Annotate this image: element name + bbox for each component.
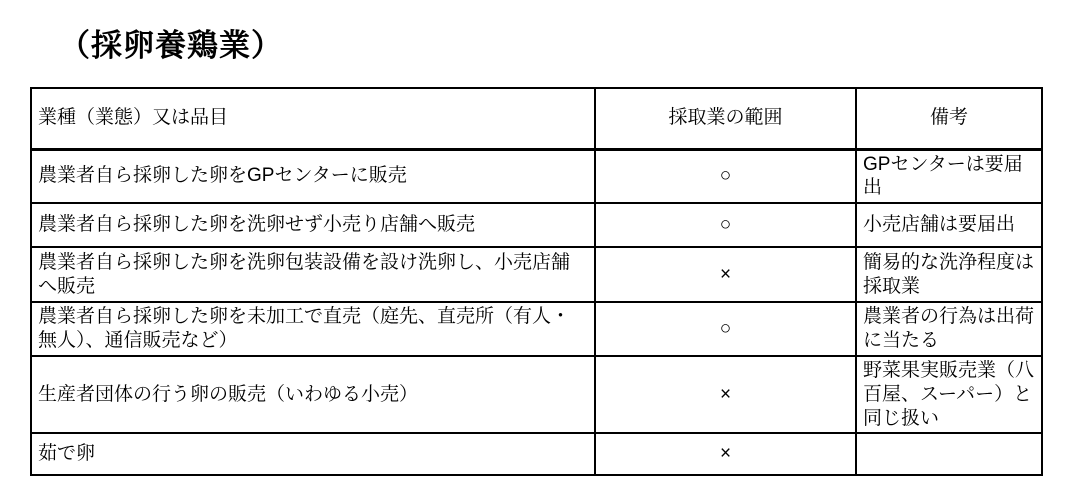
table-row xyxy=(31,356,1042,433)
scope-cell: ○ xyxy=(595,149,856,203)
remarks-cell xyxy=(856,433,1042,475)
item-cell: 農業者自ら採卵した卵をGPセンターに販売 xyxy=(31,149,595,203)
remarks-cell: 小売店舗は要届出 xyxy=(856,203,1042,247)
scope-cell: ○ xyxy=(595,203,856,247)
table-row xyxy=(31,149,1042,203)
table-row xyxy=(31,203,1042,247)
item-cell: 茹で卵 xyxy=(31,433,595,475)
scope-cell: × xyxy=(595,247,856,302)
item-cell: 農業者自ら採卵した卵を洗卵包装設備を設け洗卵し、小売店舗へ販売 xyxy=(31,247,595,302)
header-remarks: 備考 xyxy=(856,88,1042,149)
header-item-category: 業種（業態）又は品目 xyxy=(31,88,595,149)
header-row xyxy=(31,88,1042,149)
remarks-cell: GPセンターは要届出 xyxy=(856,149,1042,203)
page-title: （採卵養鶏業） xyxy=(59,28,283,63)
item-cell: 農業者自ら採卵した卵を未加工で直売（庭先、直売所（有人・無人）、通信販売など） xyxy=(31,302,595,356)
table-row xyxy=(31,302,1042,356)
remarks-cell: 簡易的な洗浄程度は採取業 xyxy=(856,247,1042,302)
table-row xyxy=(31,433,1042,475)
table-row xyxy=(31,247,1042,302)
item-cell: 生産者団体の行う卵の販売（いわゆる小売） xyxy=(31,356,595,433)
item-cell: 農業者自ら採卵した卵を洗卵せず小売り店舗へ販売 xyxy=(31,203,595,247)
header-scope: 採取業の範囲 xyxy=(595,88,856,149)
remarks-cell: 農業者の行為は出荷に当たる xyxy=(856,302,1042,356)
scope-cell: × xyxy=(595,356,856,433)
scope-cell: × xyxy=(595,433,856,475)
scope-cell: ○ xyxy=(595,302,856,356)
regulation-table xyxy=(30,87,1043,476)
remarks-cell: 野菜果実販売業（八百屋、スーパー）と同じ扱い xyxy=(856,356,1042,433)
